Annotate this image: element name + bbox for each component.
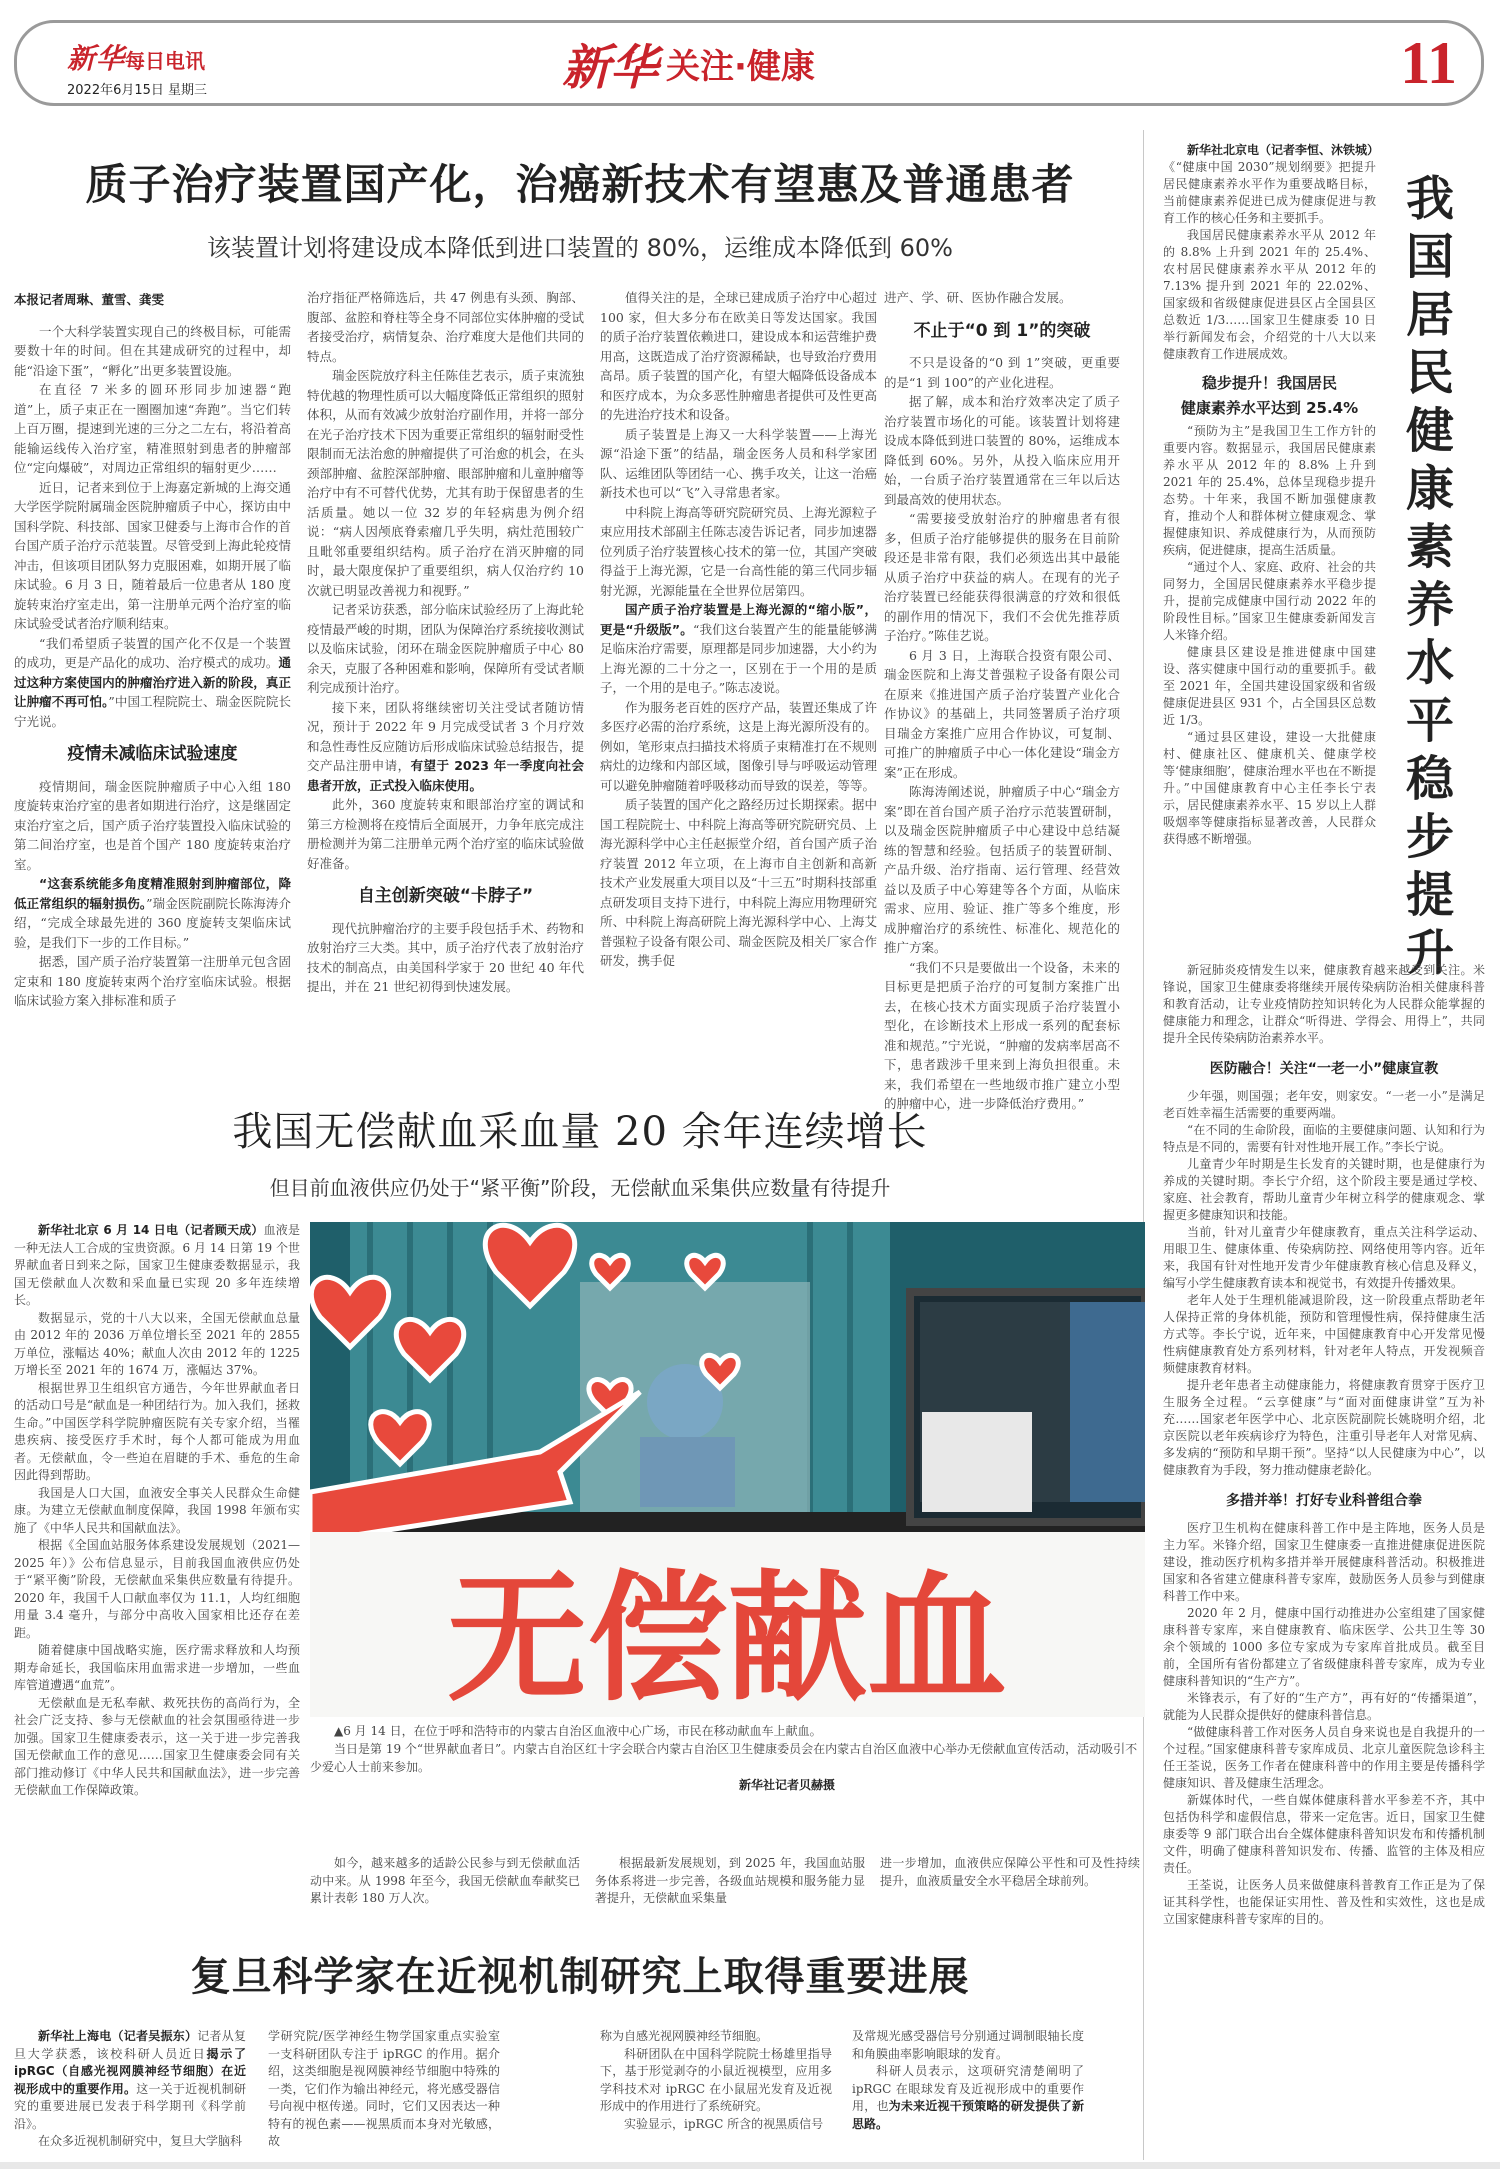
- photo-credit: 新华社记者贝赫摄: [738, 1778, 835, 1792]
- article4-column-2: [268, 2028, 500, 2151]
- paragraph: 根据世界卫生组织官方通告，今年世界献血者日的活动口号是“献血是一种团结行为。加入我们，拯救生命。”中国医学科学院肿瘤医院有关专家介绍，当罹患疾病、接受医疗手术时，每个人都可能成为用血者。无偿献血，令一些迫在眉睫的手术、垂危的生命因此得到帮助。: [14, 1380, 300, 1482]
- paragraph: 少年强，则国强；老年安，则家安。“一老一小”是满足老百姓幸福生活需要的重要两端。: [1163, 1089, 1485, 1120]
- paragraph-emphasis: 揭示了 ipRGC（自感光视网膜神经节细胞）在近视形成中的重要作用。: [14, 2046, 246, 2096]
- quote-emphasis: 通过这种方案使国内的肿瘤治疗进入新的阶段，真正让肿瘤不再可怕。: [14, 655, 291, 709]
- headline-char: 健: [1405, 403, 1454, 459]
- xinhua-logo: 新华: [67, 42, 126, 75]
- paragraph: 数据显示，党的十八大以来，全国无偿献血总量由 2012 年的 2036 万单位增长至 2021 年的 2855 万单位，涨幅达 40%；献血人次由 2012 年的 1225 万增长至 2021 年的 1674 万，涨幅达 37%。: [14, 1310, 300, 1377]
- paragraph: “在不同的生命阶段，面临的主要健康问题、认知和行为特点是不同的，需要有针对性地开展工作。”李长宁说。: [1163, 1123, 1485, 1154]
- issue-date: 2022年6月15日 星期三: [67, 83, 208, 98]
- paragraph: 儿童青少年时期是生长发育的关键时期，也是健康行为养成的关键时期。李长宁介绍，这个阶段主要是通过学校、家庭、社会教育，帮助儿童青少年树立科学的健康观念、掌握更多健康知识和技能。: [1163, 1157, 1485, 1222]
- paragraph: 在众多近视机制研究中，复旦大学脑科: [38, 2134, 243, 2148]
- paragraph: 我国居民健康素养水平从 2012 年的 8.8% 上升到 2021 年的 25.4%、农村居民健康素养水平从 2012 年的 7.13% 提升到 2021 年的 22.02%、国家级和省级健康促进县区占全国县区总数近 1/3……国家卫生健康委 10 日举行新闻发布会，介绍党的十八大以来健康教育工作进展成效。: [1163, 228, 1376, 361]
- headline-char: 稳: [1405, 751, 1454, 807]
- paragraph: 值得关注的是，全球已建成质子治疗中心超过 100 家，但大多分布在欧美日等发达国家。我国的质子治疗装置依赖进口，建设成本和运营维护费用高，这既造成了治疗资源稀缺，也导致治疗费用高昂。质子装置的国产化，有望大幅降低设备成本和医疗成本，为众多恶性肿瘤患者提供可及性更高的先进治疗技术和设备。: [600, 290, 877, 422]
- paragraph: 新冠肺炎疫情发生以来，健康教育越来越受到关注。米锋说，国家卫生健康委将继续开展传染病防治相关健康科普和教育活动，让专业疫情防控知识转化为人民群众能掌握的健康能力和理念，让群众“听得进、学得会、用得上”，共同提升全民传染病防治素养水平。: [1163, 963, 1485, 1045]
- quote-text: “我们希望质子装置的国产化不仅是一个装置的成功，更是产品化的成功、治疗模式的成功。: [14, 635, 291, 670]
- caption-line-1: ▲6 月 14 日，在位于呼和浩特市的内蒙古自治区血液中心广场，市民在移动献血车上献血。: [334, 1724, 822, 1738]
- paragraph: [14, 634, 291, 732]
- article2-subtitle-2: 医防融合！关注“一老一小”健康宣教: [1209, 1061, 1439, 1077]
- section-title: 关注·健康: [666, 47, 815, 87]
- paragraph: 2020 年 2 月，健康中国行动推进办公室组建了国家健康科普专家库，来自健康教育、临床医学、公共卫生等 30 余个领域的 1000 多位专家成为专家库首批成员。截至目前，全国所有省份都建立了省级健康科普专家库，成为专业健康科普知识的“生产方”。: [1163, 1606, 1485, 1688]
- paragraph: [14, 2028, 246, 2133]
- paragraph-text: “我们这台装置产生的能量能够满足临床治疗需要，原理都是同步加速器，大小约为上海光源的二十分之一，区别在于一个用的是质子，一个用的是电子。”陈志凌说。: [600, 621, 877, 695]
- paragraph: 新媒体时代，一些自媒体健康科普水平参差不齐，其中包括伪科学和虚假信息，带来一定危害。近日，国家卫生健康委等 9 部门联合出台全媒体健康科普知识发布和传播机制文件，明确了健康科普知识发布、传播、监管的主体及相应责任。: [1163, 1793, 1485, 1875]
- quote-emphasis: “这套系统能多角度精准照射到肿瘤部位，降低正常组织的辐射损伤。: [14, 876, 291, 911]
- masthead: [14, 20, 1484, 106]
- subtitle-line: 稳步提升！我国居民: [1201, 374, 1337, 392]
- paragraph: [1163, 142, 1380, 227]
- article3-byline: 新华社北京 6 月 14 日电（记者顾天成）: [38, 1223, 264, 1237]
- paragraph: 科研团队在中国科学院院士杨雄里指导下，基于形觉剥夺的小鼠近视模型，应用多学科技术对 ipRGC 在小鼠屈光发育及近视形成中的作用进行了系统研究。: [600, 2046, 832, 2113]
- paragraph: 在直径 7 米多的圆环形同步加速器“跑道”上，质子束正在一圈圈加速“奔跑”。当它们转上百万圈，提速到光速的三分之二左右，将沿着高能输运线传入治疗室，精准照射到患者的肿瘤部位“定向爆破”，对周边正常组织的辐射更少……: [14, 382, 291, 475]
- headline-char: 步: [1405, 809, 1454, 865]
- paragraph: 随着健康中国战略实施，医疗需求释放和人均预期寿命延长，我国临床用血需求进一步增加，一些血库管道遭遇“血荒”。: [14, 1643, 300, 1692]
- article1-subhead: 该装置计划将建设成本降低到进口装置的 80%，运维成本降低到 60%: [207, 234, 953, 262]
- article4-column-3: [600, 2028, 832, 2133]
- article1-subtitle-1: 疫情未减临床试验速度: [67, 744, 238, 764]
- paragraph: 不只是设备的“0 到 1”突破，更重要的是“1 到 100”的产业化进程。: [884, 355, 1120, 390]
- article2-subtitle-3: 多措并举！打好专业科普组合拳: [1226, 1493, 1422, 1509]
- paragraph: [14, 874, 291, 952]
- paragraph: “通过个人、家庭、政府、社会的共同努力，全国居民健康素养水平稳步提升，提前完成健康中国行动 2022 年的阶段性目标。”国家卫生健康委新闻发言人米锋介绍。: [1163, 560, 1376, 642]
- article3-column-3: [595, 1855, 865, 1908]
- paragraph: 一个大科学装置实现自己的终极目标，可能需要数十年的时间。但在其建成研究的过程中，却能“沿途下蛋”，“孵化”出更多装置设施。: [14, 323, 291, 378]
- paragraph: 如今，越来越多的适龄公民参与到无偿献血活动中来。从 1998 年至今，我国无偿献血奉献奖已累计表彰 180 万人次。: [310, 1856, 580, 1905]
- blood-donation-bus-photo: [310, 1222, 1145, 1717]
- article4-column-1: [14, 2028, 246, 2151]
- headline-char: 水: [1405, 635, 1454, 691]
- paragraph: 米锋表示，有了好的“生产方”，再有好的“传播渠道”，就能为人民群众提供好的健康科普信息。: [1163, 1691, 1485, 1722]
- paragraph: 此外，360 度旋转束和眼部治疗室的调试和第三方检测将在疫情后全面展开，力争年底完成注册检测并为第二注册单元两个治疗室的临床试验做好准备。: [307, 797, 584, 871]
- headline-char: 国: [1405, 229, 1454, 285]
- paragraph: [600, 600, 877, 698]
- article1-subtitle-2: 自主创新突破“卡脖子”: [357, 886, 534, 906]
- article2-subtitle-1: [1163, 375, 1376, 417]
- paragraph: “我们不只是要做出一个设备，未来的目标更是把质子治疗的可复制方案推广出去，在核心技术方面实现质子治疗装置小型化，在诊断技术上形成一系列的配套标准和规范。”宁光说，“肿瘤的发病率居高不下，患者跋涉千里来到上海负担很重。未来，我们希望在一些地级市推广建立小型的肿瘤中心，进一步降低治疗费用。”: [884, 959, 1120, 1111]
- paragraph: 疫情期间，瑞金医院肿瘤质子中心入组 180 度旋转束治疗室的患者如期进行治疗，这是继固定束治疗室之后，国产质子治疗装置投入临床试验的第二间治疗室，也是首个国产 180 度旋转束治疗室。: [14, 778, 291, 872]
- caption-line-2: 当日是第 19 个“世界献血者日”。内蒙古自治区红十字会联合内蒙古自治区卫生健康委员会在内蒙古自治区血液中心举办无偿献血宣传活动，活动吸引不少爱心人士前来参加。: [310, 1742, 1138, 1774]
- paragraph-emphasis: 国产质子治疗装置是上海光源的“缩小版”，更是“升级版”。: [600, 602, 877, 637]
- paragraph: 及常规光感受器信号分别通过调制眼轴长度和角膜曲率影响眼球的发育。: [852, 2029, 1084, 2061]
- paragraph: 据了解，成本和治疗效率决定了质子治疗装置市场化的可能。该装置计划将建设成本降低到进口装置的 80%，运维成本降低到 60%。另外，从投入临床应用开始，一台质子治疗装置通常在三年以后达到最高效的使用状态。: [884, 394, 1120, 507]
- paragraph-text: 记者从复旦大学获悉，该校科研人员近日: [14, 2029, 246, 2061]
- paragraph: 作为服务老百姓的医疗产品，装置还集成了许多医疗必需的治疗系统，这是上海光源所没有的。例如，笔形束点扫描技术将质子束精准打在不规则病灶的边缘和内部区域，图像引导与呼吸运动管理可以避免肿瘤随着呼吸移动而导致的误差，等等。: [600, 699, 877, 793]
- paragraph: “需要接受放射治疗的肿瘤患者有很多，但质子治疗能够提供的服务在目前阶段还是非常有限，我们必须选出其中最能从质子治疗中获益的病人。在现有的光子治疗装置已经能获得很满意的疗效和很低的副作用的情况下，我们不会优先推荐质子治疗。”陈佳艺说。: [884, 511, 1120, 643]
- newspaper-brand: [67, 37, 207, 98]
- article3-subhead: 但目前血液供应仍处于“紧平衡”阶段，无偿献血采集供应数量有待提升: [269, 1176, 891, 1200]
- paper-name: 每日电讯: [125, 49, 206, 73]
- article3-headline: 我国无偿献血采血量 20 余年连续增长: [232, 1109, 928, 1155]
- paragraph: 称为自感光视网膜神经节细胞。: [600, 2029, 769, 2043]
- paragraph: 医疗卫生机构在健康科普工作中是主阵地，医务人员是主力军。米锋介绍，国家卫生健康委一直推进健康促进医院建设，推动医疗机构多措并举开展健康科普活动。积极推进国家和各省建立健康科普专家库，鼓励医务人员参与到健康科普工作中来。: [1163, 1521, 1485, 1603]
- headline-char: 康: [1405, 461, 1454, 517]
- paragraph: 进产、学、研、医协作融合发展。: [884, 290, 1072, 305]
- paragraph: 根据《全国血站服务体系建设发展规划（2021—2025 年）》公布信息显示，目前我国血液供应仍处于“紧平衡”阶段，无偿献血采集供应数量有待提升。2020 年，我国千人口献血率仅为 11.1，人均红细胞用量 3.4 毫升，与部分中高收入国家相比还存在差距。: [14, 1538, 300, 1640]
- headline-char: 平: [1405, 693, 1454, 749]
- article1-byline: 本报记者周琳、董雪、龚雯: [14, 292, 165, 307]
- paragraph: 现代抗肿瘤治疗的主要手段包括手术、药物和放射治疗三大类。其中，质子治疗代表了放射治疗技术的制高点，由美国科学家于 20 世纪 40 年代提出，并在 21 世纪初得到快速发展。: [307, 920, 584, 994]
- headline-char: 升: [1405, 925, 1454, 981]
- paragraph: 瑞金医院放疗科主任陈佳艺表示，质子束流独特优越的物理性质可以大幅度降低正常组织的照射体积，从而有效减少放射治疗副作用，并将一部分在光子治疗技术下因为重要正常组织的辐射耐受性限制而无法治愈的肿瘤提供了可治愈的机会，在头颈部肿瘤、盆腔深部肿瘤、眼部肿瘤和儿童肿瘤等治疗中有不可替代优势，尤其有助于保留患者的生活质量。她以一位 32 岁的年轻病患为例介绍说：“病人因颅底脊索瘤几乎失明，病灶范围较广且毗邻重要组织结构。质子治疗在消灭肿瘤的同时，最大限度保护了重要组织，病人仅治疗约 10 次就已明显改善视力和视野。”: [307, 368, 584, 598]
- quote-text: ”瑞金医院副院长陈海涛介绍，“完成全球最先进的 360 度旋转支架临床试验，是我们下一步的工作目标。”: [14, 895, 291, 950]
- headline-char: 提: [1405, 867, 1454, 923]
- article1-column-1: [14, 290, 291, 1011]
- paragraph-text: 血液是一种无法人工合成的宝贵资源。6 月 14 日第 19 个世界献血者日到来之际，国家卫生健康委数据显示，我国无偿献血人次数和采血量已实现 20 多年连续增长。: [14, 1223, 300, 1307]
- paragraph: 老年人处于生理机能减退阶段，这一阶段重点帮助老年人保持正常的身体机能，预防和管理慢性病，保持健康生活方式等。李长宁说，近年来，中国健康教育中心开发常见慢性病健康教育处方系列材料，针对老年人特点，开发视频音频健康教育材料。: [1163, 1293, 1485, 1375]
- paragraph: 记者采访获悉，部分临床试验经历了上海此轮疫情最严峻的时期，团队为保障治疗系统接收测试以及临床试验，闭环在瑞金医院肿瘤质子中心 80 余天，克服了各种困难和影响，保障所有受试者顺利完成预计治疗。: [307, 602, 584, 695]
- xinhua-center-logo: 新华: [562, 40, 659, 96]
- article1-column-3: [600, 288, 877, 971]
- headline-char: 民: [1405, 345, 1454, 401]
- article1-column-4: [884, 288, 1120, 1114]
- column-divider: [1143, 130, 1144, 2160]
- article4-byline: 新华社上海电（记者吴振东）: [38, 2029, 198, 2043]
- paragraph: 据悉，国产质子治疗装置第一注册单元包含固定束和 180 度旋转束两个治疗室临床试验。根据临床试验方案入排标准和质子: [14, 954, 291, 1008]
- paragraph: 治疗指征严格筛选后，共 47 例患有头颈、胸部、腹部、盆腔和脊柱等全身不同部位实体肿瘤的受试者接受治疗，病情复杂、治疗难度大是他们共同的特点。: [307, 290, 584, 364]
- paragraph: 根据最新发展规划，到 2025 年，我国血站服务体系将进一步完善，各级血站规模和服务能力显著提升，无偿献血采集量: [595, 1856, 865, 1905]
- page-number: 11: [1400, 30, 1457, 96]
- photo-caption: [310, 1722, 1145, 1794]
- article2-byline: 新华社北京电（记者李恒、沐铁城）: [1187, 143, 1380, 157]
- subtitle-line: 健康素养水平达到 25.4%: [1180, 399, 1359, 417]
- headline-char: 养: [1405, 577, 1454, 633]
- article1-column-2: [307, 288, 584, 997]
- article1-headline: 质子治疗装置国产化，治癌新技术有望惠及普通患者: [85, 160, 1075, 209]
- paragraph: 当前，针对儿童青少年健康教育，重点关注科学运动、用眼卫生、健康体重、传染病防控、网络使用等内容。近年来，我国有针对性地开发青少年健康教育核心信息及释义，编写小学生健康教育读本和视觉书，有效提升传播效果。: [1163, 1225, 1485, 1290]
- paragraph: 质子装置的国产化之路经历过长期探索。据中国工程院院士、中科院上海高等研究院研究员、上海光源科学中心主任赵振堂介绍，首台国产质子治疗装置 2012 年立项，在上海市自主创新和高新技术产业发展重大项目以及“十三五”时期科技部重点研发项目支持下进行，中科院上海应用物理研究所、中科院上海高研院上海光源科学中心、上海艾普强粒子设备有限公司、瑞金医院及相关厂家合作研发，携手促: [600, 797, 877, 968]
- paragraph: [307, 698, 584, 796]
- paragraph: “预防为主”是我国卫生工作方针的重要内容。数据显示，我国居民健康素养水平从 2012 年的 8.8% 上升到 2021 年的 25.4%，总体呈现稳步提升态势。十年来，我国不断加强健康教育，推动个人和群体树立健康观念、掌握健康知识、养成健康行为，从而预防疾病，促进健康，提高生活质量。: [1163, 424, 1376, 557]
- paragraph-text: 这一关于近视机制研究的重要进展已发表于科学期刊《科学前沿》。: [14, 2081, 246, 2131]
- paragraph: 陈海涛阐述说，肿瘤质子中心“瑞金方案”即在首台国产质子治疗示范装置研制，以及瑞金医院肿瘤质子中心建设中总结凝练的智慧和经验。包括质子的装置研制、产品升级、治疗指南、运行管理、经营效益以及质子中心筹建等各个方面，从临床需求、应用、验证、推广等多个维度，形成肿瘤治疗的系统性、标准化、规范化的推广方案。: [884, 784, 1120, 955]
- paragraph-emphasis: 有望于 2023 年一季度向社会患者开放，正式投入临床使用。: [307, 758, 584, 793]
- paragraph: 健康县区建设是推进健康中国建设、落实健康中国行动的重要抓手。截至 2021 年，全国共建设国家级和省级健康促进县区 931 个，占全国县区总数近 1/3。: [1163, 645, 1376, 727]
- paragraph-text: 《“健康中国 2030”规划纲要》把提升居民健康素养水平作为重要战略目标，当前健康素养促进已成为健康促进与教育工作的核心任务和主要抓手。: [1163, 160, 1376, 225]
- paragraph: 实验显示，ipRGC 所含的视黑质信号: [624, 2116, 824, 2131]
- article2-intro-column: [1163, 142, 1380, 848]
- paragraph: 质子装置是上海又一大科学装置——上海光源“沿途下蛋”的结晶，瑞金医务人员和科学家团队、运维团队等团结一心、携手攻关，让这一治癌新技术也可以“飞”入寻常患者家。: [600, 426, 877, 500]
- article4-headline: 复旦科学家在近视机制研究上取得重要进展: [190, 1953, 970, 2000]
- paragraph: 学研究院/医学神经生物学国家重点实验室一支科研团队专注于 ipRGC 的作用。据介绍，这类细胞是视网膜神经节细胞中特殊的一类，它们作为输出神经元，将光感受器信号向视中枢传递。同时，它们又因表达一种特有的视色素——视黑质而本身对光敏感，故: [268, 2029, 500, 2148]
- headline-char: 我: [1405, 171, 1454, 227]
- article3-column-2: [310, 1855, 580, 1908]
- paragraph: 6 月 3 日，上海联合投资有限公司、瑞金医院和上海艾普强粒子设备有限公司在原来《推进国产质子治疗装置产业化合作协议》的基础上，共同签署质子治疗项目瑞金方案推广应用合作协议，可复制、可推广的肿瘤质子中心一体化建设“瑞金方案”正在形成。: [884, 647, 1120, 780]
- paragraph: 进一步增加，血液供应保障公平性和可及性持续提升，血液质量安全水平稳居全球前列。: [880, 1856, 1140, 1888]
- headline-char: 素: [1405, 519, 1454, 575]
- article3-column-1: [14, 1222, 300, 1800]
- paragraph: “通过县区建设，建设一大批健康村、健康社区、健康机关、健康学校等‘健康细胞’，健康治理水平也在不断提升。”中国健康教育中心主任李长宁表示，居民健康素养水平、15 岁以上人群吸烟率等健康指标显著改善，人民群众获得感不断增强。: [1163, 730, 1376, 846]
- quote-attribution: ”中国工程院院士、瑞金医院院长宁光说。: [14, 694, 291, 729]
- article2-vertical-headline: [1400, 170, 1460, 982]
- paragraph: [14, 1222, 300, 1310]
- paragraph: 中科院上海高等研究院研究员、上海光源粒子束应用技术部副主任陈志凌告诉记者，同步加速器位列质子治疗装置核心技术的第一位，其国产突破得益于上海光源，它是一台高性能的第三代同步辐射光源，光源能量在全世界位居第四。: [600, 504, 877, 598]
- paragraph-emphasis: 为未来近视干预策略的研发提供了新思路。: [852, 2099, 1084, 2131]
- article3-column-4: [880, 1855, 1140, 1890]
- headline-char: 居: [1405, 287, 1454, 343]
- photo-sign-text: 无偿献血: [446, 1558, 1008, 1717]
- bus-photo-illustration: [310, 1222, 1145, 1717]
- article1-subtitle-3: 不止于“0 到 1”的突破: [913, 320, 1091, 341]
- paragraph: 近日，记者来到位于上海嘉定新城的上海交通大学医学院附属瑞金医院肿瘤质子中心，探访由中国科学院、科技部、国家卫健委与上海市合作的首台国产质子治疗示范装置。尽管受到上海此轮疫情冲击，但该项目团队努力克服困难，如期开展了临床试验。6 月 3 日，随着最后一位患者从 180 度旋转束治疗室走出，第一注册单元两个治疗室的临床试验受试者治疗顺利结束。: [14, 479, 291, 631]
- page-bottom-edge: [0, 2162, 1500, 2169]
- paragraph: 王荃说，让医务人员来做健康科普教育工作正是为了保证其科学性，也能保证实用性、普及性和实效性，这也是成立国家健康科普专家库的目的。: [1163, 1878, 1485, 1926]
- paragraph: [852, 2063, 1084, 2133]
- paragraph: 无偿献血是无私奉献、救死扶伤的高尚行为，全社会广泛支持、参与无偿献血的社会氛围亟待进一步加强。国家卫生健康委表示，这一关于进一步完善我国无偿献血工作的意见……国家卫生健康委会同有关部门推动修订《中华人民共和国献血法》，进一步完善无偿献血工作保障政策。: [14, 1695, 300, 1797]
- paragraph: 我国是人口大国，血液安全事关人民群众生命健康。为建立无偿献血制度保障，我国 1998 年颁布实施了《中华人民共和国献血法》。: [14, 1485, 300, 1535]
- paragraph: 提升老年患者主动健康能力，将健康教育贯穿于医疗卫生服务全过程。“云享健康”与“面对面健康讲堂”互为补充……国家老年医学中心、北京医院副院长姚晓明介绍，北京医院以老年疾病诊疗为特色，注重引导老年人对常见病、多发病的“预防和早期干预”。坚持“以人民健康为中心”，以健康教育为手段，努力推动健康老龄化。: [1163, 1378, 1485, 1477]
- article4-column-4: [852, 2028, 1084, 2133]
- paragraph: “做健康科普工作对医务人员自身来说也是自我提升的一个过程。”国家健康科普专家库成员、北京儿童医院急诊科主任王荃说，医务工作者在健康科普中的作用主要是传播科学健康知识、普及健康生活理念。: [1163, 1725, 1485, 1790]
- section-banner: [562, 29, 815, 98]
- paragraph-text: 科研人员表示，这项研究清楚阐明了 ipRGC 在眼球发育及近视形成中的重要作用，也: [852, 2064, 1084, 2113]
- paragraph-text: 接下来，团队将继续密切关注受试者随访情况，预计于 2022 年 9 月完成受试者 3 个月疗效和急性毒性反应随访后形成临床试验总结报告，提交产品注册申请，: [307, 699, 584, 773]
- article2-main-column: [1163, 962, 1485, 1928]
